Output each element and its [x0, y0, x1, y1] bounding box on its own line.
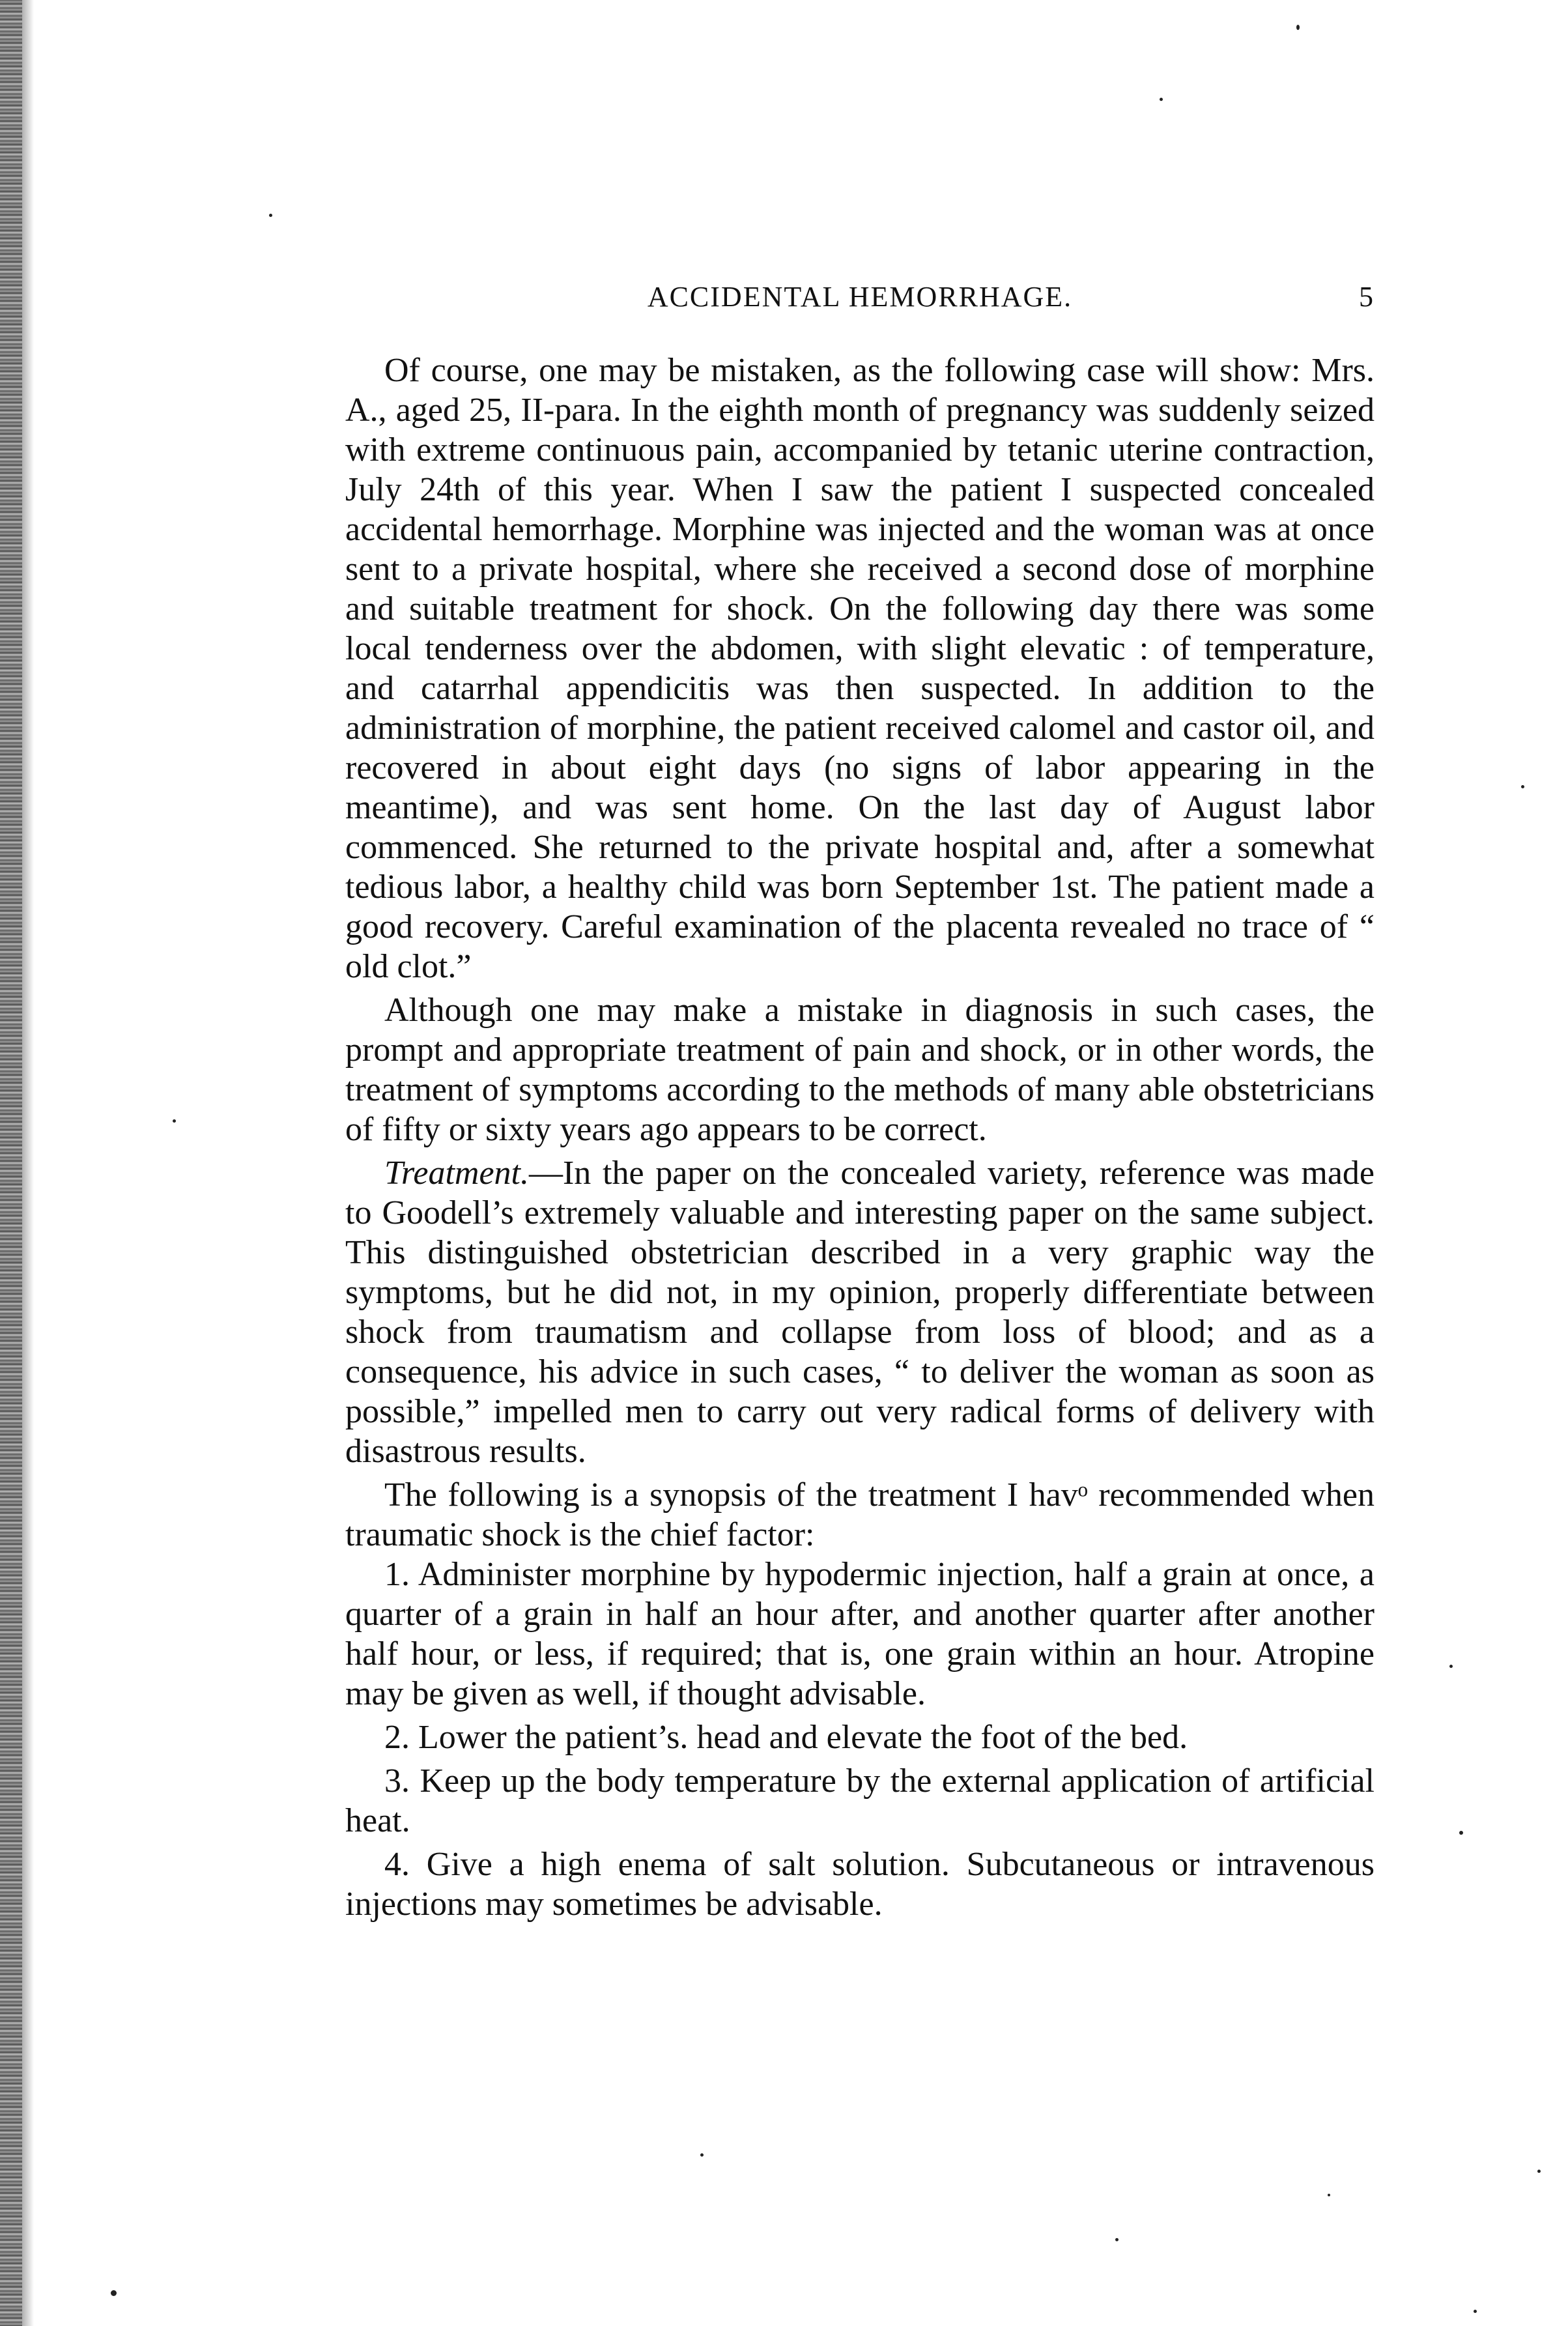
- scan-speck: [269, 214, 272, 217]
- scan-speck: [1521, 785, 1524, 788]
- treatment-step-1: 1. Administer morphine by hypodermic injection, half a grain at once, a quarter of a grain in half an hour after, and another quarter after another half hour, or less, if required; that is, one grain within an hour. Atropine may be given as well, if thought advisable.: [345, 1556, 1375, 1712]
- treatment-heading: Treatment.: [384, 1155, 529, 1192]
- scan-binding-edge: [0, 0, 22, 2326]
- scan-speck: [1537, 2170, 1541, 2173]
- treatment-step-3: 3. Keep up the body temperature by the external application of artificial heat.: [345, 1762, 1375, 1839]
- paragraph-diagnosis: Although one may make a mistake in diagnosis in such cases, the prompt and appropriate treatment of pain and shock, or in other words, the treatment of symptoms according to the methods of many able obstetricians of fifty or sixty years ago appears to be correct.: [345, 992, 1375, 1148]
- scan-speck: [1160, 98, 1163, 101]
- scan-speck: [1459, 1831, 1463, 1835]
- paragraph-synopsis-intro: The following is a synopsis of the treatment I havᵒ recommended when traumatic shock is the chief factor:: [345, 1476, 1375, 1553]
- running-title: ACCIDENTAL HEMORRHAGE.: [647, 281, 1073, 313]
- scan-speck: [173, 1119, 176, 1123]
- treatment-step-4: 4. Give a high enema of salt solution. Subcutaneous or intravenous injections may sometimes be advisable.: [345, 1846, 1375, 1923]
- scan-speck: [1449, 1665, 1453, 1668]
- page-number: 5: [1359, 281, 1375, 313]
- running-head: [345, 274, 1375, 326]
- body-text: [345, 351, 1375, 1924]
- treatment-step-2: 2. Lower the patient’s. head and elevate the foot of the bed.: [384, 1719, 1188, 1756]
- book-page: [345, 274, 1375, 1924]
- scan-speck: [111, 2290, 117, 2296]
- scan-speck: [1296, 25, 1300, 30]
- scan-binding-shadow: [22, 0, 34, 2326]
- scan-speck: [1328, 2194, 1330, 2196]
- scan-speck: [1474, 2310, 1477, 2313]
- scan-speck: [700, 2153, 704, 2157]
- scan-speck: [1115, 2238, 1119, 2241]
- treatment-text: —In the paper on the concealed variety, reference was made to Goodell’s extremely valuable and interesting paper on the same subject. This distinguished obstetrician described in a very graphic way the symptoms, but he did not, in my opinion, properly differentiate between shock from traumatism and collapse from loss of blood; and as a consequence, his advice in such cases, “ to deliver the woman as soon as possible,” impelled men to carry out very radical forms of delivery with disastrous results.: [345, 1155, 1375, 1470]
- paragraph-treatment: [345, 1153, 1375, 1471]
- paragraph-case-report: Of course, one may be mistaken, as the following case will show: Mrs. A., aged 25, II-para. In the eighth month of pregnancy was suddenly seized with extreme continuous pain, accompanied by tetanic uterine contraction, July 24th of this year. When I saw the patient I suspected concealed accidental hemorrhage. Morphine was injected and the woman was at once sent to a private hospital, where she received a second dose of morphine and suitable treatment for shock. On the following day there was some local tenderness over the abdomen, with slight elevatic : of temperature, and catarrhal appendicitis was then suspected. In addition to the administration of morphine, the patient received calomel and castor oil, and recovered in about eight days (no signs of labor appearing in the meantime), and was sent home. On the last day of August labor commenced. She returned to the private hospital and, after a somewhat tedious labor, a healthy child was born September 1st. The patient made a good recovery. Careful examination of the placenta revealed no trace of “ old clot.”: [345, 352, 1375, 985]
